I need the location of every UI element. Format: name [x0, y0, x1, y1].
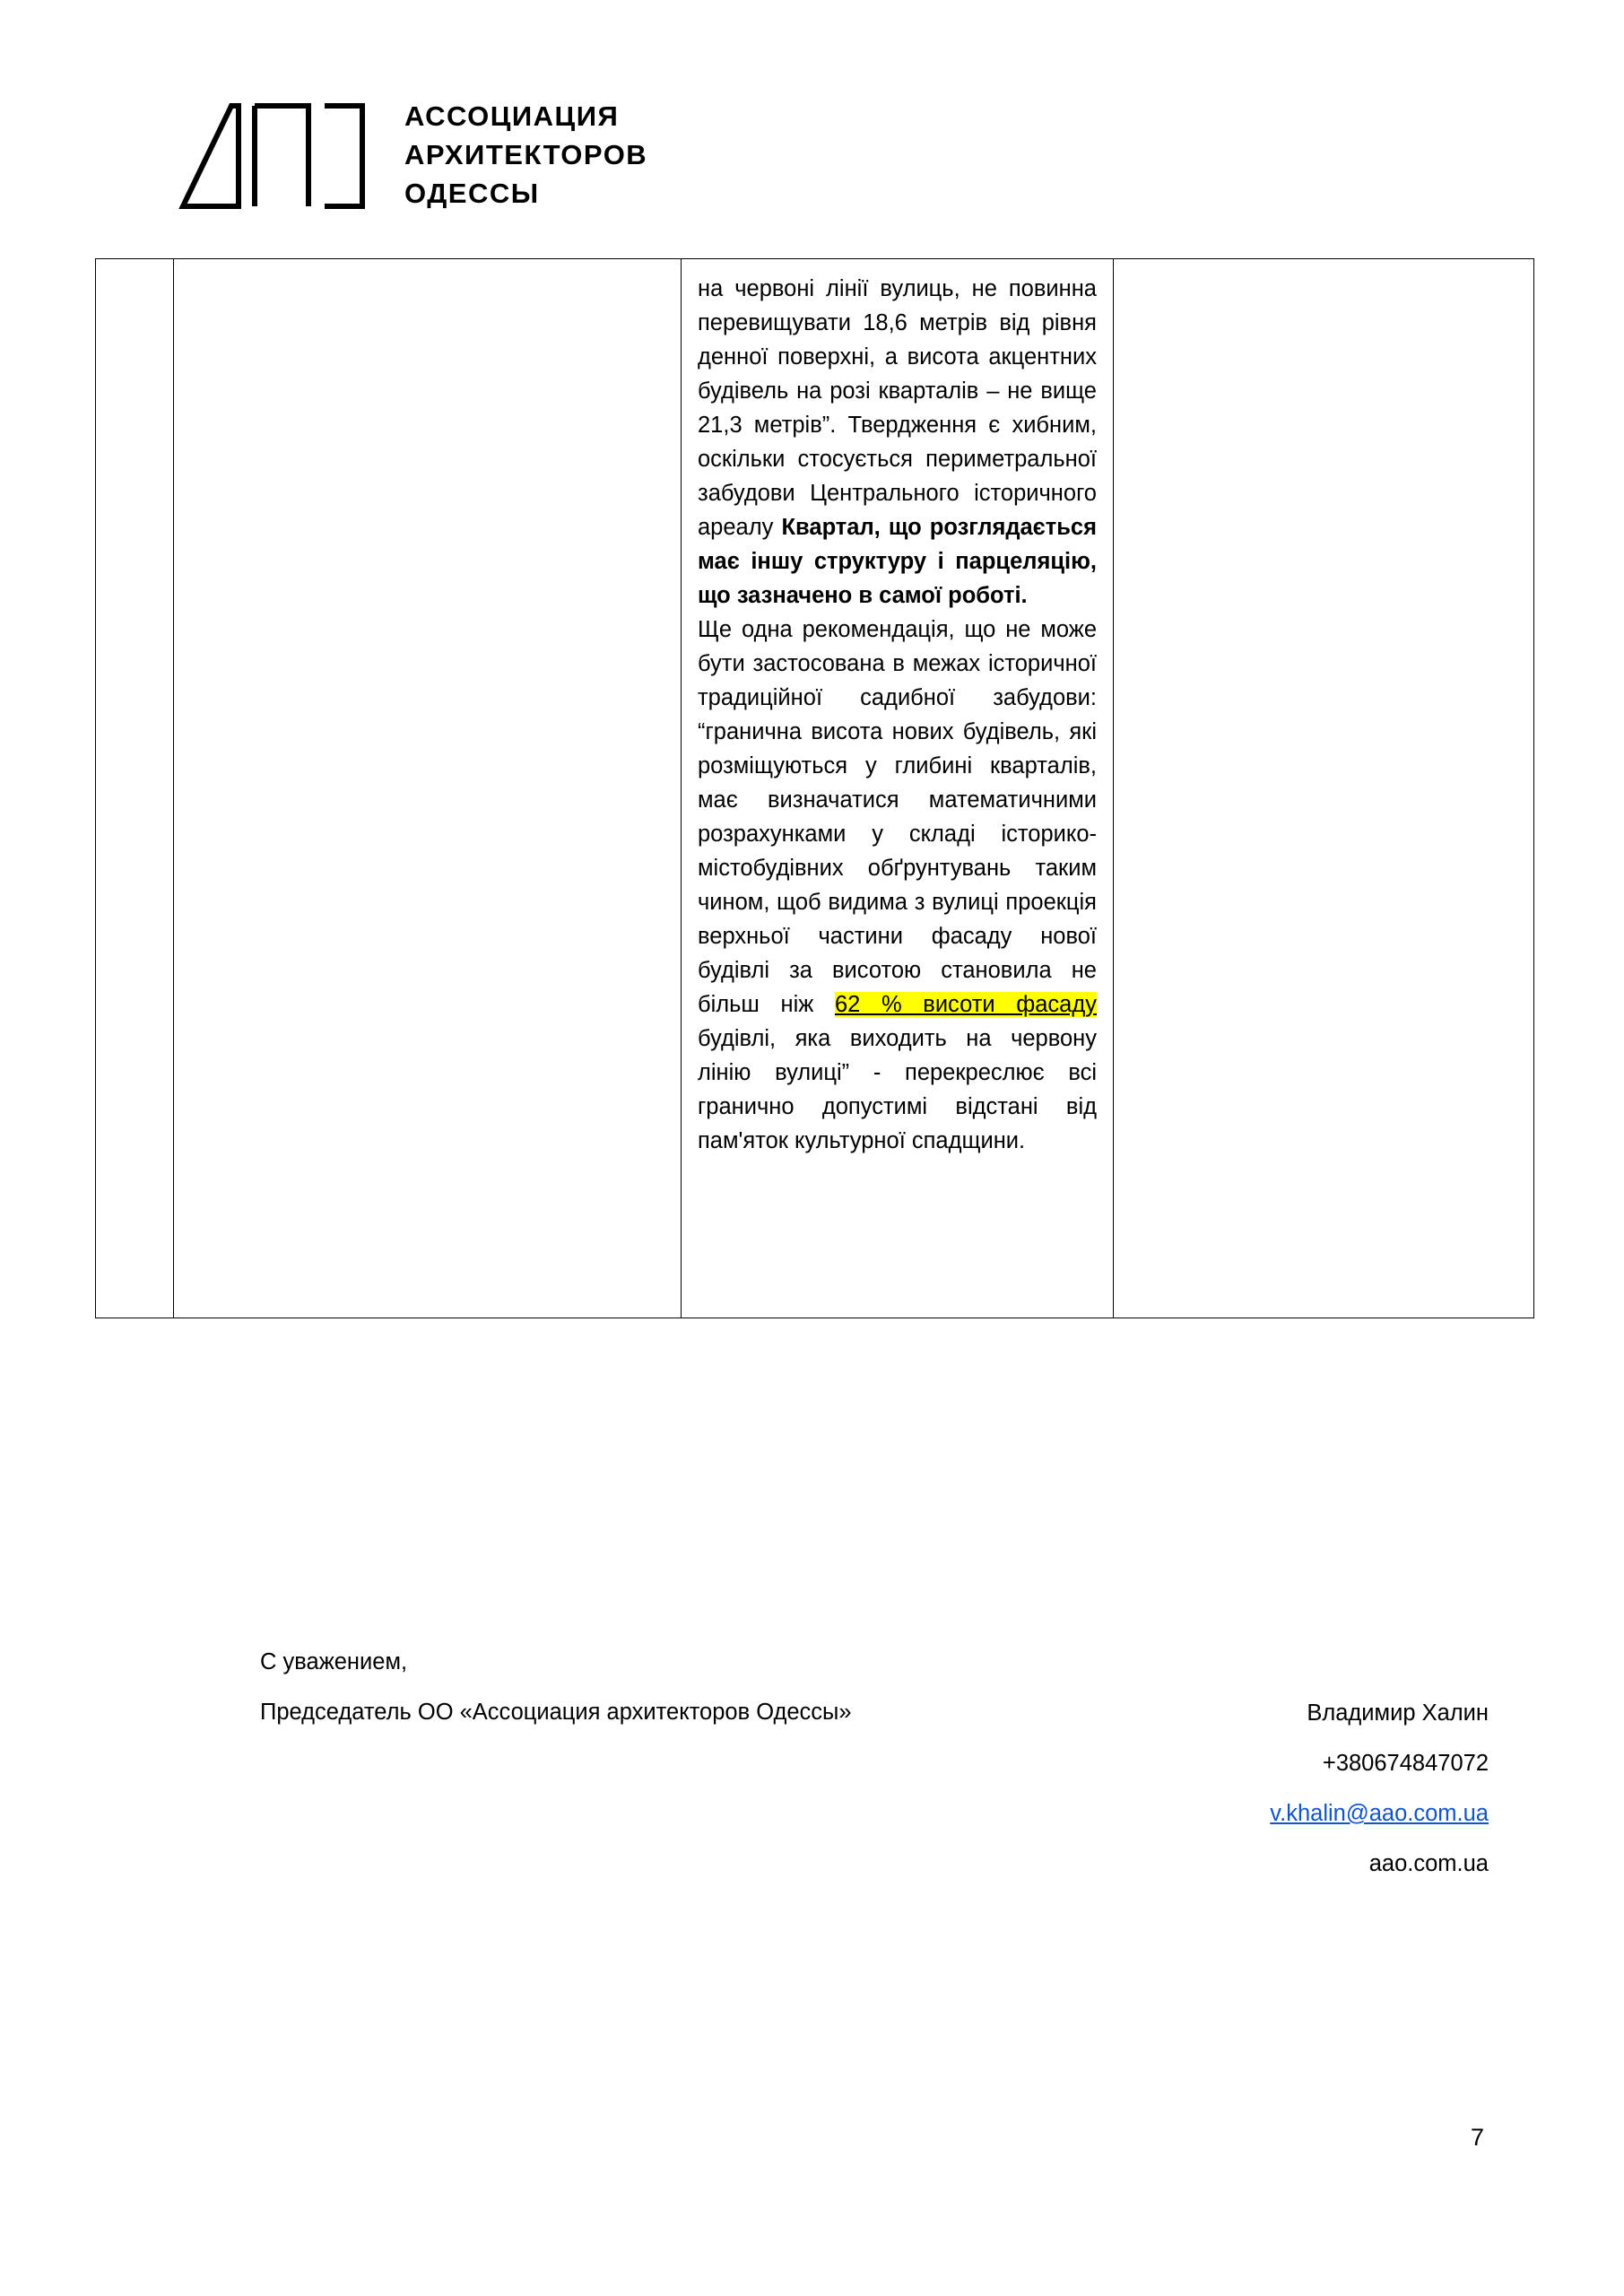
logo-line-3: ОДЕССЫ	[404, 178, 540, 209]
signature-name: Владимир Халин	[1307, 1700, 1489, 1726]
paragraph-1	[698, 272, 1097, 613]
signature-greeting: С уважением,	[260, 1649, 408, 1674]
content-table	[95, 258, 1534, 1318]
paragraph-2-run-2-highlight: 62 % висоти фасаду	[834, 992, 1097, 1017]
paragraph-2-run-1: Ще одна рекомендація, що не може бути застосована в межах історичної традиційної садибної забудови: “гранична висота нових будівель, які розміщуються у глибині кварталів, має визначатися математичними розрахунками у складі історико-містобудівних обґрунтувань таким чином, щоб видима з вулиці проекція верхньої частини фасаду нової будівлі за висотою становила не більш ніж	[698, 617, 1097, 1017]
paragraph-1-run-2-bold: Квартал, що розглядається має іншу структуру і парцеляцію, що зазначено в самої роботі.	[698, 515, 1097, 608]
table-cell-left	[174, 259, 682, 1318]
signature-phone: +380674847072	[1322, 1751, 1489, 1776]
letterhead-logo	[176, 88, 647, 213]
paragraph-1-run-1: на червоні лінії вулиць, не повинна перевищувати 18,6 метрів від рівня денної поверхні, а висота акцентних будівель на розі кварталів – не вище 21,3 метрів”. Твердження є хибним, оскільки стосується периметральної забудови Центрального історичного ареалу	[698, 276, 1097, 540]
signature-block-right	[1004, 1688, 1489, 1889]
signature-block-left	[260, 1637, 852, 1737]
table-cell-body	[682, 259, 1114, 1318]
logo-line-2: АРХИТЕКТОРОВ	[404, 139, 648, 170]
logo-line-1: АССОЦИАЦИЯ	[404, 100, 620, 132]
table-row	[96, 259, 1534, 1318]
logo-wordmark	[404, 97, 647, 213]
signature-email-link[interactable]: v.khalin@aao.com.ua	[1270, 1801, 1489, 1826]
table-cell-number	[96, 259, 174, 1318]
signature-website: aao.com.ua	[1368, 1851, 1489, 1876]
signature-role: Председатель ОО «Ассоциация архитекторов Одессы»	[260, 1700, 852, 1725]
paragraph-2-run-3: будівлі, яка виходить на червону лінію вулиці” - перекреслює всі гранично допустимі відстані від пам'яток культурної спадщини.	[698, 1026, 1097, 1153]
aao-logo-mark-icon	[176, 88, 369, 213]
page-number: 7	[1471, 2124, 1485, 2151]
paragraph-2	[698, 613, 1097, 1158]
signature-email[interactable]	[1004, 1788, 1489, 1839]
body-text	[682, 259, 1113, 1174]
table-cell-right	[1114, 259, 1534, 1318]
